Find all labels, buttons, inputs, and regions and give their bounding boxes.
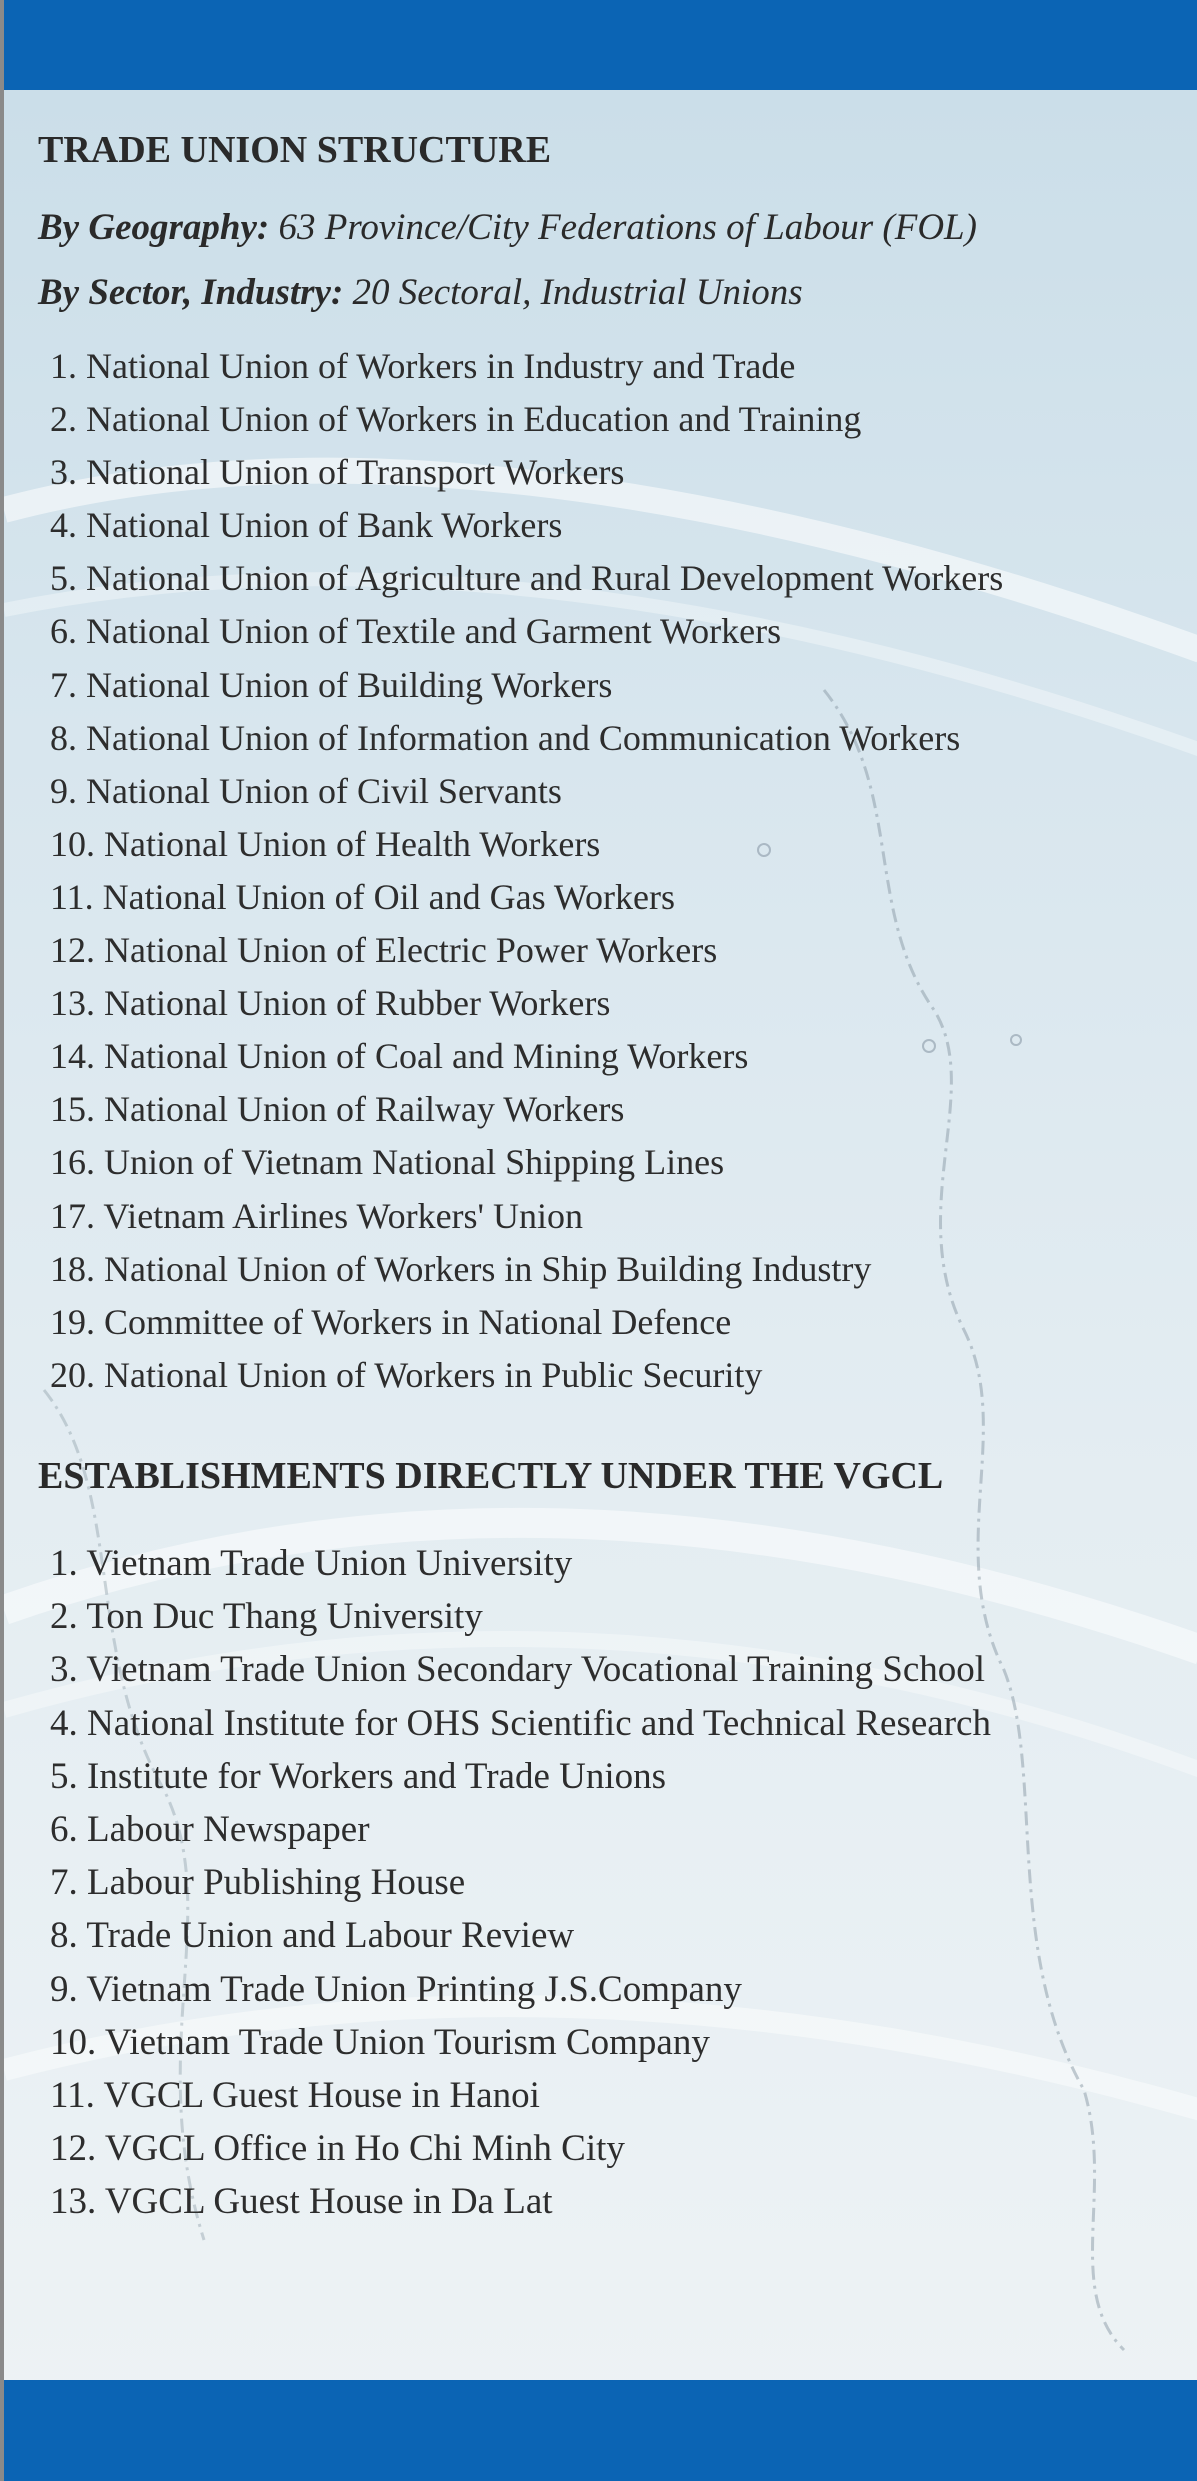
list-item: 1. Vietnam Trade Union University xyxy=(50,1543,573,1584)
list-item: 10. Vietnam Trade Union Tourism Company xyxy=(50,2021,710,2063)
list-item: 20. National Union of Workers in Public Security xyxy=(50,1354,763,1395)
establishments-list xyxy=(50,1537,991,2228)
list-item: 9. National Union of Civil Servants xyxy=(50,770,562,811)
list-item: 19. Committee of Workers in National Defence xyxy=(50,1301,732,1342)
establishments-heading: ESTABLISHMENTS DIRECTLY UNDER THE VGCL xyxy=(38,1455,944,1497)
list-item: 4. National Union of Bank Workers xyxy=(50,505,563,546)
list-item: 1. National Union of Workers in Industry and Trade xyxy=(50,346,796,386)
list-item: 13. VGCL Guest House in Da Lat xyxy=(50,2181,553,2223)
list-item: 11. VGCL Guest House in Hanoi xyxy=(50,2074,540,2116)
list-item: 16. Union of Vietnam National Shipping Lines xyxy=(50,1142,725,1183)
list-item: 15. National Union of Railway Workers xyxy=(50,1089,625,1130)
list-item: 9. Vietnam Trade Union Printing J.S.Company xyxy=(50,1968,742,2010)
trade-union-structure-heading: TRADE UNION STRUCTURE xyxy=(38,129,552,171)
sectoral-unions-list xyxy=(50,340,1003,1402)
list-item: 6. National Union of Textile and Garment Workers xyxy=(50,611,782,652)
list-item: 11. National Union of Oil and Gas Workers xyxy=(50,876,675,917)
list-item: 8. National Union of Information and Communication Workers xyxy=(50,717,961,758)
list-item: 12. National Union of Electric Power Workers xyxy=(50,930,718,971)
list-item: 2. National Union of Workers in Education and Training xyxy=(50,399,862,440)
list-item: 2. Ton Duc Thang University xyxy=(50,1596,483,1638)
list-item: 14. National Union of Coal and Mining Workers xyxy=(50,1036,749,1077)
list-item: 5. Institute for Workers and Trade Unions xyxy=(50,1755,667,1797)
sector-line xyxy=(38,271,803,314)
list-item: 12. VGCL Office in Ho Chi Minh City xyxy=(50,2128,625,2170)
list-item: 7. National Union of Building Workers xyxy=(50,664,613,705)
bottom-blue-band xyxy=(4,2380,1197,2481)
top-blue-band xyxy=(4,0,1197,90)
list-item: 3. Vietnam Trade Union Secondary Vocational Training School xyxy=(50,1649,986,1691)
list-item: 8. Trade Union and Labour Review xyxy=(50,1915,575,1957)
list-item: 10. National Union of Health Workers xyxy=(50,823,601,864)
geography-line xyxy=(38,206,977,249)
list-item: 6. Labour Newspaper xyxy=(50,1808,370,1850)
list-item: 13. National Union of Rubber Workers xyxy=(50,983,611,1024)
list-item: 4. National Institute for OHS Scientific and Technical Research xyxy=(50,1702,991,1744)
list-item: 5. National Union of Agriculture and Rural Development Workers xyxy=(50,558,1004,599)
sector-label: By Sector, Industry: xyxy=(38,272,344,313)
list-item: 3. National Union of Transport Workers xyxy=(50,452,625,493)
geography-label: By Geography: xyxy=(38,207,270,248)
sector-text: 20 Sectoral, Industrial Unions xyxy=(352,272,803,313)
geography-text: 63 Province/City Federations of Labour (FOL) xyxy=(278,207,977,248)
list-item: 7. Labour Publishing House xyxy=(50,1862,466,1904)
list-item: 18. National Union of Workers in Ship Building Industry xyxy=(50,1248,872,1289)
list-item: 17. Vietnam Airlines Workers' Union xyxy=(50,1195,584,1236)
